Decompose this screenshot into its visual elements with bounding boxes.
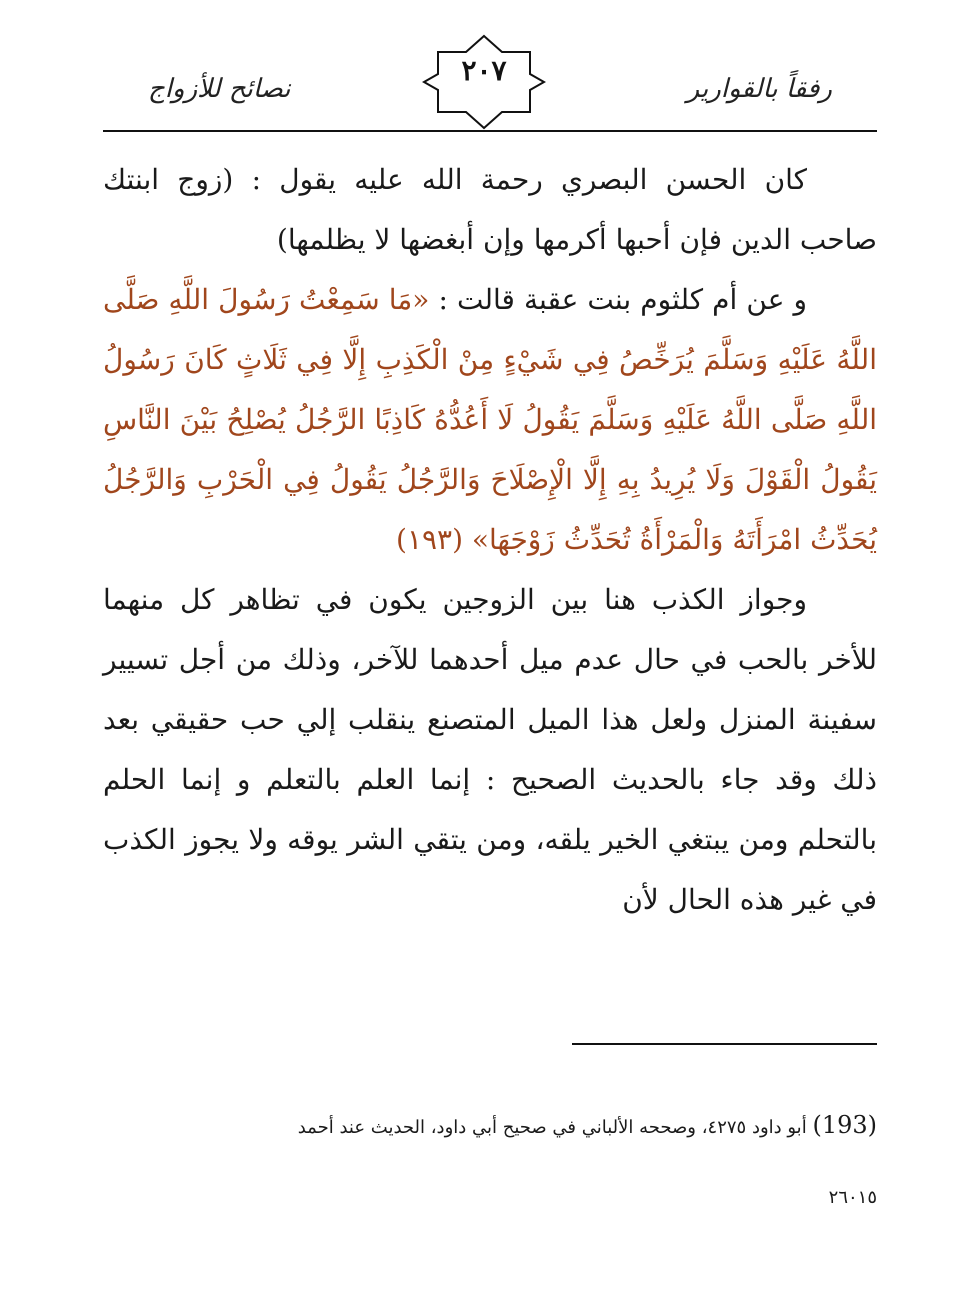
book-title: رفقاً بالقوارير <box>686 74 832 104</box>
header-rule <box>103 130 877 132</box>
footnote-rule <box>572 1043 877 1045</box>
footnote-text: أبو داود ٤٢٧٥، وصححه الألباني في صحيح أبي داود، الحديث عند أحمد <box>297 1117 807 1138</box>
hadith-quote: «مَا سَمِعْتُ رَسُولَ اللَّهِ صَلَّى اللَّهُ عَلَيْهِ وَسَلَّمَ يُرَخِّصُ فِي شَيْءٍ مِنْ الْكَذِبِ إِلَّا فِي ثَلَاثٍ كَانَ رَسُولُ اللَّهِ صَلَّى اللَّهُ عَلَيْهِ وَسَلَّمَ يَقُولُ لَا أَعُدُّهُ كَاذِبًا الرَّجُلُ يُصْلِحُ بَيْنَ النَّاسِ يَقُولُ الْقَوْلَ وَلَا يُرِيدُ بِهِ إِلَّا الْإِصْلَاحَ وَالرَّجُلُ يَقُولُ فِي الْحَرْبِ وَالرَّجُلُ يُحَدِّثُ امْرَأَتَهُ وَالْمَرْأَةُ تُحَدِّثُ زَوْجَهَا» <box>103 283 877 556</box>
paragraph-1: كان الحسن البصري رحمة الله عليه يقول : (زوج ابنتك صاحب الدين فإن أحبها أكرمها وإن أبغضها لا يظلمها) <box>103 163 877 256</box>
footnote <box>103 1090 877 1233</box>
paragraph-2 <box>103 270 877 570</box>
page-number: ٢٠٧ <box>461 54 507 87</box>
footnote-number: (193) <box>812 1111 877 1139</box>
page-header <box>0 0 980 135</box>
footnote-text-continued: ٢٦٠١٥ <box>828 1187 877 1208</box>
footnote-reference: (١٩٣) <box>396 523 472 556</box>
narration-intro: و عن أم كلثوم بنت عقبة قالت : <box>429 283 807 316</box>
paragraph-3: وجواز الكذب هنا بين الزوجين يكون في تظاهر كل منهما للأخر بالحب في حال عدم ميل أحدهما للآخر، وذلك من أجل تسيير سفينة المنزل ولعل هذا الميل المتصنع ينقلب إلي حب حقيقي بعد ذلك وقد جاء بالحديث الصحيح : إنما العلم بالتعلم و إنما الحلم بالتحلم ومن يبتغي الخير يلقه، ومن يتقي الشر يوقه ولا يجوز الكذب في غير هذه الحال لأن <box>103 583 877 916</box>
chapter-title: نصائح للأزواج <box>148 74 291 104</box>
main-text <box>103 150 877 930</box>
